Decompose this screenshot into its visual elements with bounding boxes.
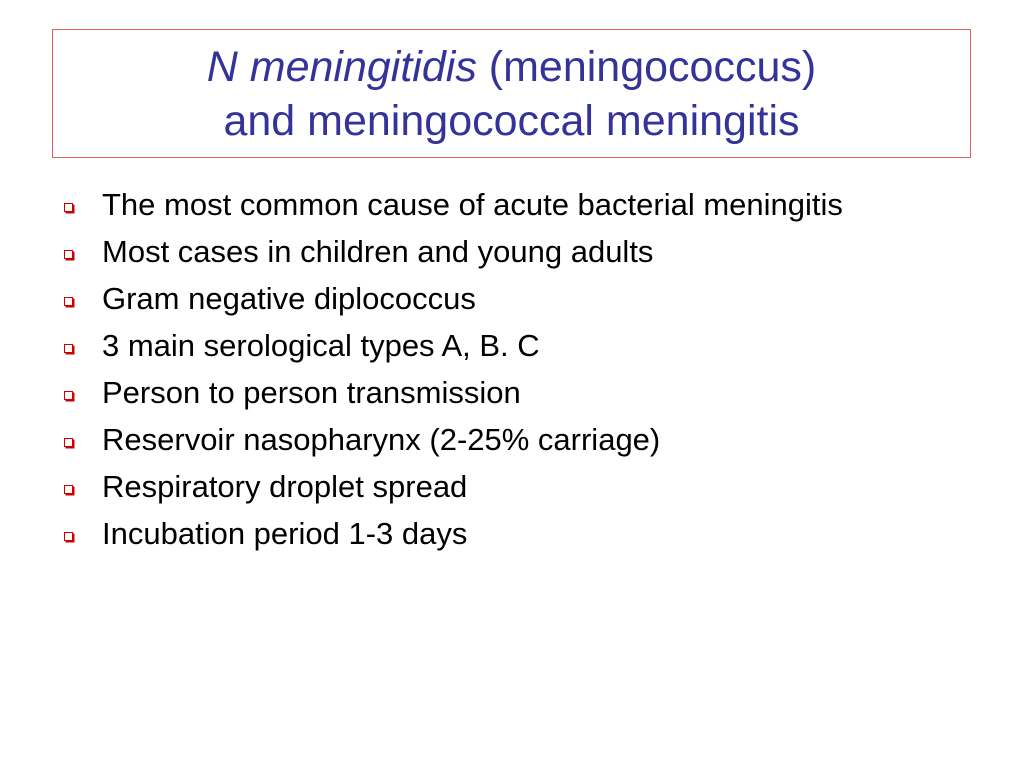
bullet-item-cases (64, 233, 964, 270)
hollow-square-bullet-icon (64, 203, 73, 212)
bullet-text: 3 main serological types A, B. C (102, 328, 540, 363)
bullet-text: Reservoir nasopharynx (2-25% carriage) (102, 422, 661, 457)
hollow-square-bullet-icon (64, 438, 73, 447)
bullet-text: Incubation period 1-3 days (102, 516, 468, 551)
bullet-item-incubation (64, 515, 964, 552)
bullet-text: Most cases in children and young adults (102, 234, 654, 269)
bullet-text: Respiratory droplet spread (102, 469, 468, 504)
hollow-square-bullet-icon (64, 344, 73, 353)
bullet-item-serological-types (64, 327, 964, 364)
bullet-text: Person to person transmission (102, 375, 521, 410)
bullet-item-transmission (64, 374, 964, 411)
bullet-item-cause (64, 186, 964, 223)
bullet-item-reservoir (64, 421, 964, 458)
title-box (52, 29, 971, 158)
hollow-square-bullet-icon (64, 250, 73, 259)
title-line1-rest: (meningococcus) (476, 42, 817, 91)
bullet-text: Gram negative diplococcus (102, 281, 476, 316)
hollow-square-bullet-icon (64, 485, 73, 494)
bullet-list (64, 186, 964, 562)
title-line2: and meningococcal meningitis (223, 96, 800, 145)
title-italic-organism: N meningitidis (206, 42, 477, 91)
hollow-square-bullet-icon (64, 297, 73, 306)
hollow-square-bullet-icon (64, 532, 73, 541)
slide-title (207, 40, 816, 148)
hollow-square-bullet-icon (64, 391, 73, 400)
bullet-item-spread (64, 468, 964, 505)
bullet-item-gram (64, 280, 964, 317)
bullet-text: The most common cause of acute bacterial meningitis (102, 187, 843, 222)
